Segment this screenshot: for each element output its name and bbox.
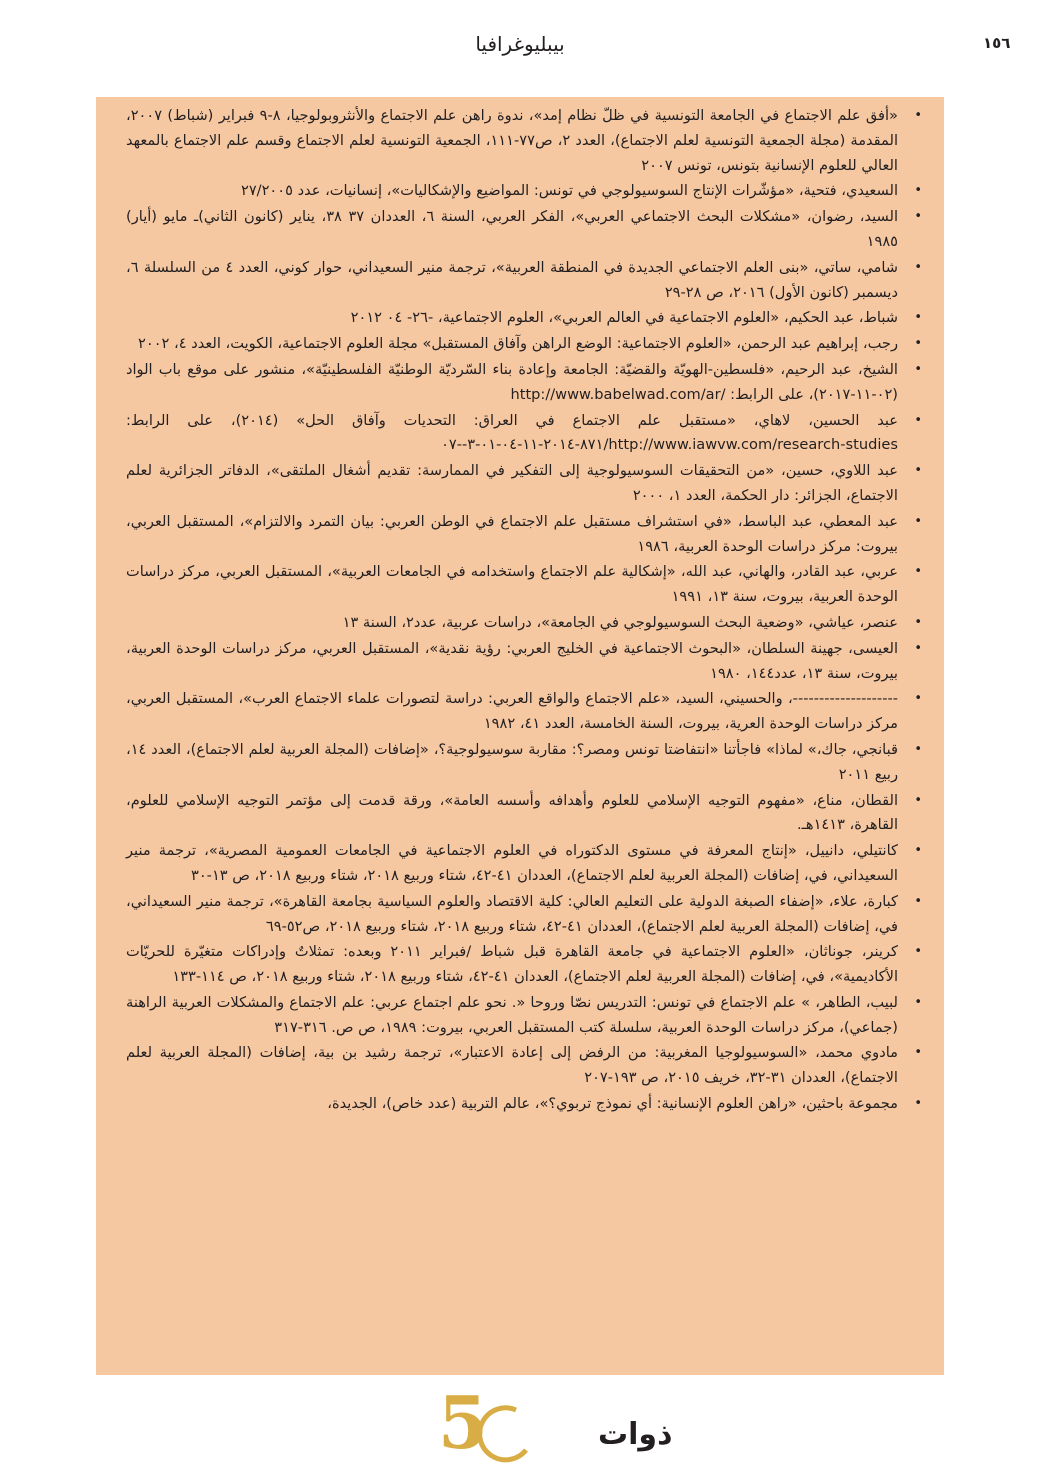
bibliography-entry: • عربي، عبد القادر، والهاني، عبد الله، «إشكالية علم الاجتماع واستخدامه في الجامعات العربية»، المستقبل العربي، مركز دراسات الوحدة العربية، بيروت، سنة ١٣، ١٩٩١ [126,560,934,610]
bibliography-entry: • مادوي محمد، «السوسيولوجيا المغربية: من الرفض إلى إعادة الاعتبار»، ترجمة رشيد بن بية، إضافات (المجلة العربية لعلم الاجتماع)، العددان ٣١-٣٢، خريف ٢٠١٥، ص ١٩٣-٢٠٧ [126,1041,934,1091]
bibliography-list [126,104,934,1117]
logo-text: ذوات [598,1417,673,1452]
bibliography-entry: • العيسى، جهينة السلطان، «البحوث الاجتماعية في الخليج العربي: رؤية نقدية»، المستقبل العربي، مركز دراسات الوحدة العربية، بيروت، سنة ١٣، عدد١٤٤، ١٩٨٠ [126,637,934,687]
bibliography-entry: • مجموعة باحثين، «راهن العلوم الإنسانية: أي نموذج تربوي؟»، عالم التربية (عدد خاص)، الجديدة، [126,1092,934,1117]
bibliography-entry: • شامي، ساتي، «بنى العلم الاجتماعي الجديدة في المنطقة العربية»، ترجمة منير السعيداني، حوار كوني، العدد ٤ من السلسلة ٦، ديسمبر (كانون الأول) ٢٠١٦، ص ٢٨-٢٩ [126,256,934,306]
bibliography-entry: • شباط، عبد الحكيم، «العلوم الاجتماعية في العالم العربي»، العلوم الاجتماعية، -٢٦- ٠٤ ٢٠١٢ [126,306,934,331]
bibliography-entry: • السيد، رضوان، «مشكلات البحث الاجتماعي العربي»، الفكر العربي، السنة ٦، العددان ٣٧ ٣٨، يناير (كانون الثاني)ـ مايو (أيار) ١٩٨٥ [126,205,934,255]
bibliography-entry: • السعيدي، فتحية، «مؤشّرات الإنتاج السوسيولوجي في تونس: المواضيع والإشكاليات»، إنسانيات، عدد ٢٧/٢٠٠٥ [126,179,934,204]
bibliography-entry: • عبد الحسين، لاهاي، «مستقبل علم الاجتماع في العراق: التحديات وآفاق الحل» (٢٠١٤)، على الرابط: http://www.iawvw.com/research-studies/٨٧١-٢٠١٤-١١-٠٤-٠١-٣--٠٧ [126,409,934,459]
page-number: ١٥٦ [983,34,1011,52]
publisher-logo [437,1380,673,1465]
bibliography-entry: • عنصر، عياشي، «وضعية البحث السوسيولوجي في الجامعة»، دراسات عربية، عدد٢، السنة ١٣ [126,611,934,636]
bibliography-entry: • قبانجي، جاك،» لماذا» فاجأتنا «انتفاضتا تونس ومصر؟: مقاربة سوسيولوجية؟، «إضافات (المجلة العربية لعلم الاجتماع)، العدد ١٤، ربيع ٢٠١١ [126,738,934,788]
logo-graphic [437,1380,673,1465]
bibliography-entry: • لبيب، الطاهر، » علم الاجتماع في تونس: التدريس نصّا وروحا «. نحو علم اجتماع عربي: علم الاجتماع والمشكلات العربية الراهنة (جماعي)، مركز دراسات الوحدة العربية، سلسلة كتب المستقبل العربي، بيروت: ١٩٨٩، ص ص. ٣١٦-٣١٧ [126,991,934,1041]
bibliography-entry: • عبد اللاوي، حسين، «من التحقيقات السوسيولوجية إلى التفكير في الممارسة: تقديم أشغال الملتقى»، الدفاتر الجزائرية لعلم الاجتماع، الجزائر: دار الحكمة، العدد ١، ٢٠٠٠ [126,459,934,509]
bibliography-entry: • كرينر، جوناثان، «العلوم الاجتماعية في جامعة القاهرة قبل شباط /فبراير ٢٠١١ وبعده: تمثلاتٌ وإدراكات متغيّرة للحريّات الأكاديمية»، في، إضافات (المجلة العربية لعلم الاجتماع)، العددان ٤١-٤٢، شتاء وربيع ٢٠١٨، شتاء وربيع ٢٠١٨، ص ١١٤-١٣٣ [126,940,934,990]
running-header-title: بيبليوغرافيا [475,32,565,56]
bibliography-entry: • الشيخ، عبد الرحيم، «فلسطين-الهويّة والقضيّة: الجامعة وإعادة بناء السّرديّة الوطنيّة الفلسطينيّة»، منشور على موقع باب الواد (٠٢-١١-٢٠١٧)، على الرابط: /http://www.babelwad.com/ar [126,358,934,408]
bibliography-entry: • رجب، إبراهيم عبد الرحمن، «العلوم الاجتماعية: الوضع الراهن وآفاق المستقبل» مجلة العلوم الاجتماعية، الكويت، العدد ٤، ٢٠٠٢ [126,332,934,357]
bibliography-entry: • «أفق علم الاجتماع في الجامعة التونسية في ظلّ نظام إمد»، ندوة راهن علم الاجتماع والأنثروبولوجيا، ٨-٩ فبراير (شباط) ٢٠٠٧، المقدمة (مجلة الجمعية التونسية لعلم الاجتماع)، العدد ٢، ص٧٧-١١١، الجمعية التونسية لعلم الاجتماع وقسم علم الاجتماع بالمعهد العالي للعلوم الإنسانية بتونس، تونس ٢٠٠٧ [126,104,934,178]
bibliography-entry: • كبارة، علاء، «إضفاء الصبغة الدولية على التعليم العالي: كلية الاقتصاد والعلوم السياسية بجامعة القاهرة»، ترجمة منير السعيداني، في، إضافات (المجلة العربية لعلم الاجتماع)، العددان ٤١-٤٢، شتاء وربيع ٢٠١٨، شتاء وربيع ٢٠١٨، ص٥٢-٦٩ [126,890,934,940]
bibliography-entry: • القطان، مناع، «مفهوم التوجيه الإسلامي للعلوم وأهدافه وأسسه العامة»، ورقة قدمت إلى مؤتمر التوجيه الإسلامي للعلوم، القاهرة، ١٤١٣هـ. [126,789,934,839]
bibliography-entry: • --------------------، والحسيني، السيد، «علم الاجتماع والواقع العربي: دراسة لتصورات علماء الاجتماع العرب»، المستقبل العربي، مركز دراسات الوحدة العرية، بيروت، السنة الخامسة، العدد ٤١، ١٩٨٢ [126,687,934,737]
logo-numeral: 5 [437,1380,488,1465]
bibliography-entry: • كانتيلي، دانييل، «إنتاج المعرفة في مستوى الدكتوراه في العلوم الاجتماعية في الجامعات العمومية المصرية»، ترجمة منير السعيداني، في، إضافات (المجلة العربية لعلم الاجتماع)، العددان ٤١-٤٢، شتاء وربيع ٢٠١٨، شتاء وربيع ٢٠١٨، ص ١٣-٣٠ [126,839,934,889]
bibliography-box [96,97,944,1375]
bibliography-entry: • عبد المعطي، عبد الباسط، «في استشراف مستقبل علم الاجتماع في الوطن العربي: بيان التمرد والالتزام»، المستقبل العربي، بيروت: مركز دراسات الوحدة العربية، ١٩٨٦ [126,510,934,560]
